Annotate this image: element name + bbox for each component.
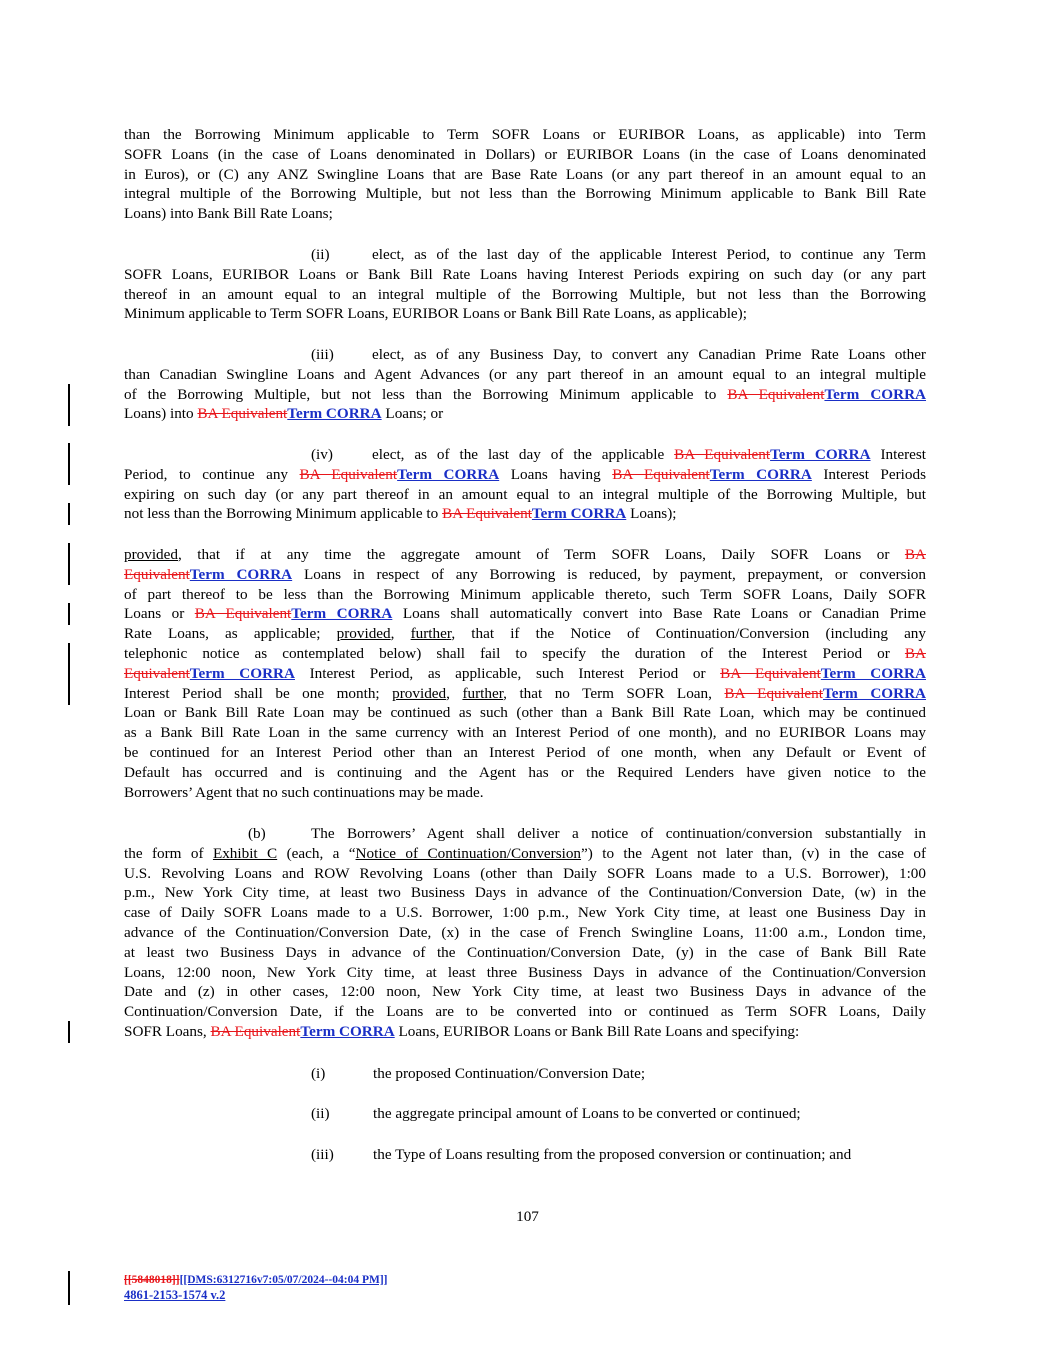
further-term: further: [410, 625, 452, 643]
list-item-label: (iii): [311, 1146, 334, 1163]
provided-term: provided: [336, 625, 391, 643]
paragraph-provided: provided, that if at any time the aggregate amount of Term SOFR Loans, Daily SOFR Loans or BA EquivalentTerm CORRA Loans in respect of any Borrowing is reduced, by payment, prepayment, or conversion of part thereof to be less than the Borrowing Minimum applicable thereto, such Term SOFR Loans, Daily SOFR Loans or BA EquivalentTerm CORRA Loans shall automatically convert into Base Rate Loans or Canadian Prime Rate Loans, as applicable; provided, further, that if the Notice of Continuation/Conversion (including any telephonic notice as contemplated below) shall fail to specify the duration of the Interest Period or BA EquivalentTerm CORRA Interest Period, as applicable, such Interest Period or BA EquivalentTerm CORRA Interest Period shall be one month; provided, further, that no Term SOFR Loan, BA EquivalentTerm CORRA Loan or Bank Bill Rate Loan may be continued as such (other than a Bank Bill Rate Loan, which may be continued as a Bank Bill Rate Loan in the same currency with an Interest Period of one month), and no EURIBOR Loans may be continued for an Interest Period other than an Interest Period of one month, when any Default or Event of Default has occurred and is continuing and the Agent has or the Required Lenders have given notice to the Borrowers’ Agent that no such continuations may be made.: [124, 546, 927, 801]
list-item: [311, 1145, 851, 1165]
text-line: thereof in an amount equal to an integral multiple of the Borrowing Multiple, but not less than the Borrowing: [124, 285, 926, 303]
change-bar: [68, 443, 70, 485]
list-item-text: the aggregate principal amount of Loans to be converted or continued;: [373, 1105, 801, 1122]
footer-inserted-id: [[DMS:6312716v7:05/07/2024--04:04 PM]]: [179, 1274, 388, 1286]
deleted-text: BA Equivalent: [612, 465, 710, 483]
text-line: the form of: [124, 844, 204, 862]
inserted-text: Term CORRA: [300, 1022, 395, 1040]
text-line: Default has occurred and is continuing and the Agent has or the Required Lenders have given notice to the: [124, 763, 926, 781]
change-bar: [68, 1271, 70, 1305]
text-line: expiring on such day (or any part thereof in an amount equal to an integral multiple of the Borrowing Multiple, but: [124, 485, 926, 503]
text-line: Interest: [880, 446, 926, 463]
text-line: Borrowers’ Agent that no such continuations may be made.: [124, 783, 484, 801]
clause-label: (ii): [311, 246, 330, 263]
footer-doc-id: 4861-2153-1574 v.2: [124, 1287, 226, 1302]
clause-label: (b): [248, 825, 266, 842]
text-line: Loans) into Bank Bill Rate Loans;: [124, 205, 333, 223]
text-line: elect, as of the last day of the applicable Interest Period, to continue any Term: [372, 246, 926, 263]
text-line: not less than the Borrowing Minimum applicable to: [124, 505, 439, 523]
change-bar: [68, 603, 70, 625]
deleted-text: BA Equivalent: [299, 465, 398, 483]
inserted-text: Term CORRA: [291, 605, 393, 623]
inserted-text: Term CORRA: [189, 664, 295, 682]
deleted-text: BA Equivalent: [674, 446, 771, 463]
deleted-text: BA Equivalent: [724, 684, 823, 702]
deleted-text: BA: [904, 644, 927, 662]
list-item: [311, 1064, 645, 1084]
text-line: Loans);: [630, 505, 677, 523]
deleted-text: BA Equivalent: [197, 405, 288, 423]
text-line: Loan or Bank Bill Rate Loan may be continued as such (other than a Bank Bill Rate Loan, which may be continued: [124, 704, 926, 722]
defined-term: Notice of Continuation/Conversion: [355, 844, 582, 862]
text-line: Loans shall automatically convert into Base Rate Loans or Canadian Prime: [402, 605, 926, 623]
inserted-text: Term CORRA: [397, 465, 500, 483]
inserted-text: Term CORRA: [531, 505, 627, 523]
list-item-text: the proposed Continuation/Conversion Date;: [373, 1065, 646, 1082]
text-line: Interest Period shall be one month;: [124, 684, 380, 702]
change-bar: [68, 643, 70, 705]
change-bar: [68, 543, 70, 585]
paragraph-ii: [124, 245, 926, 324]
inserted-text: Term CORRA: [820, 664, 926, 682]
text-line: , that if the Notice of Continuation/Conversion (including any: [451, 625, 926, 643]
change-bar: [68, 1021, 70, 1043]
text-line: SOFR Loans,: [124, 1022, 207, 1040]
inserted-text: Term CORRA: [822, 684, 927, 702]
text-line: elect, as of the last day of the applicable: [372, 446, 665, 463]
deleted-text: BA Equivalent: [720, 664, 821, 682]
provided-term: provided: [392, 684, 447, 702]
text-line: SOFR Loans, EURIBOR Loans or Bank Bill Rate Loans having Interest Periods expiring on such day (or any part: [124, 265, 926, 283]
text-line: Loans or: [124, 605, 185, 623]
text-line: case of Daily SOFR Loans made to a U.S. Borrower, 1:00 p.m., New York City time, at least one Business Day in: [124, 904, 926, 922]
list-item-label: (i): [311, 1065, 326, 1082]
text-line: of the Borrowing Multiple, but not less than the Borrowing Minimum applicable to: [124, 385, 717, 403]
text-line: Minimum applicable to Term SOFR Loans, EURIBOR Loans or Bank Bill Rate Loans, as applicable);: [124, 305, 747, 323]
text-line: in Euros), or (C) any ANZ Swingline Loans that are Base Rate Loans (or any part thereof in an amount equal to an: [124, 165, 926, 183]
text-line: integral multiple of the Borrowing Multiple, but not less than the Borrowing Minimum applicable to Bank Bill Rate: [124, 185, 926, 203]
deleted-text: BA Equivalent: [442, 505, 532, 523]
text-line: than Canadian Swingline Loans and Agent Advances (or any part thereof in an amount equal to an integral multiple: [124, 365, 926, 383]
text-line: Loans) into: [124, 405, 194, 423]
text-line: Loans having: [510, 465, 601, 483]
text-line: Interest Periods: [823, 465, 926, 483]
paragraph-continuation: [124, 125, 926, 224]
deleted-text: Equivalent: [124, 565, 190, 583]
clause-label: (iii): [311, 346, 334, 363]
paragraph-iv: [124, 445, 926, 524]
deleted-text: BA Equivalent: [727, 385, 825, 403]
document-footer: [124, 1273, 388, 1303]
text-line: Continuation/Conversion Date, if the Loans are to be converted into or continued as Term SOFR Loans, Daily: [124, 1003, 926, 1021]
list-item: [311, 1104, 801, 1124]
text-line: of part thereof to be less than the Borrowing Minimum applicable thereto, such Term SOFR Loans, Daily SOFR: [124, 585, 926, 603]
text-line: Loans, 12:00 noon, New York City time, at least three Business Days in advance of the Continuation/Conversion: [124, 963, 926, 981]
text-line: as a Bank Bill Rate Loan in the same currency with an Interest Period of one month), and no EURIBOR Loans may: [124, 724, 926, 742]
text-line: than the Borrowing Minimum applicable to Term SOFR Loans or EURIBOR Loans, as applicable) into Term: [124, 126, 926, 143]
text-line: p.m., New York City time, at least two Business Days in advance of the Continuation/Conversion Date, (w) in the: [124, 884, 926, 902]
text-line: telephonic notice as contemplated below) shall fail to specify the duration of the Interest Period or: [124, 644, 890, 662]
text-line: , that if at any time the aggregate amount of Term SOFR Loans, Daily SOFR Loans or: [178, 546, 890, 563]
deleted-text: BA Equivalent: [194, 605, 292, 623]
further-term: further: [462, 684, 504, 702]
text-line: elect, as of any Business Day, to convert any Canadian Prime Rate Loans other: [372, 346, 926, 363]
list-item-text: the Type of Loans resulting from the proposed conversion or continuation; and: [373, 1146, 852, 1163]
text-line: (each, a “: [286, 844, 356, 862]
text-line: The Borrowers’ Agent shall deliver a notice of continuation/conversion substantially in: [311, 825, 926, 842]
text-line: SOFR Loans (in the case of Loans denominated in Dollars) or EURIBOR Loans (in the case of Loans denominated: [124, 145, 926, 163]
text-line: at least two Business Days in advance of the Continuation/Conversion Date, (y) in the case of Bank Bill Rate: [124, 943, 926, 961]
inserted-text: Term CORRA: [189, 565, 293, 583]
text-line: ”) to the Agent not later than, (v) in the case of: [581, 844, 927, 862]
inserted-text: Term CORRA: [824, 385, 927, 403]
text-line: , that no Term SOFR Loan,: [503, 684, 712, 702]
footer-deleted-id: [[5848018]]: [124, 1274, 180, 1286]
paragraph-b: [124, 824, 926, 1042]
deleted-text: BA: [904, 546, 926, 563]
change-bar: [68, 384, 70, 426]
text-line: Period, to continue any: [124, 465, 289, 483]
text-line: U.S. Revolving Loans and ROW Revolving Loans (other than Daily SOFR Loans made to a U.S. Borrower), 1:00: [124, 864, 926, 882]
change-bar: [68, 503, 70, 525]
deleted-text: Equivalent: [124, 664, 190, 682]
inserted-text: Term CORRA: [770, 446, 871, 463]
provided-term: provided: [124, 546, 178, 563]
page-number: 107: [516, 1208, 539, 1225]
text-line: Interest Period, as applicable, such Interest Period or: [309, 664, 706, 682]
inserted-text: Term CORRA: [709, 465, 812, 483]
exhibit-reference: Exhibit C: [212, 844, 278, 862]
text-line: Loans, EURIBOR Loans or Bank Bill Rate Loans and specifying:: [398, 1022, 800, 1040]
deleted-text: BA Equivalent: [210, 1022, 301, 1040]
text-line: Loans; or: [385, 405, 444, 423]
clause-label: (iv): [311, 446, 333, 463]
list-item-label: (ii): [311, 1105, 330, 1122]
text-line: advance of the Continuation/Conversion Date, (x) in the case of French Swingline Loans, 11:00 a.m., London time,: [124, 923, 926, 941]
paragraph-iii: [124, 345, 926, 424]
text-line: Loans in respect of any Borrowing is reduced, by payment, prepayment, or conversion: [303, 565, 926, 583]
text-line: Rate Loans, as applicable;: [124, 625, 321, 643]
inserted-text: Term CORRA: [287, 405, 382, 423]
text-line: Date and (z) in other cases, 12:00 noon, New York City time, at least two Business Days in advance of the: [124, 983, 926, 1001]
text-line: be continued for an Interest Period other than an Interest Period of one month, when any Default or Event of: [124, 743, 926, 761]
